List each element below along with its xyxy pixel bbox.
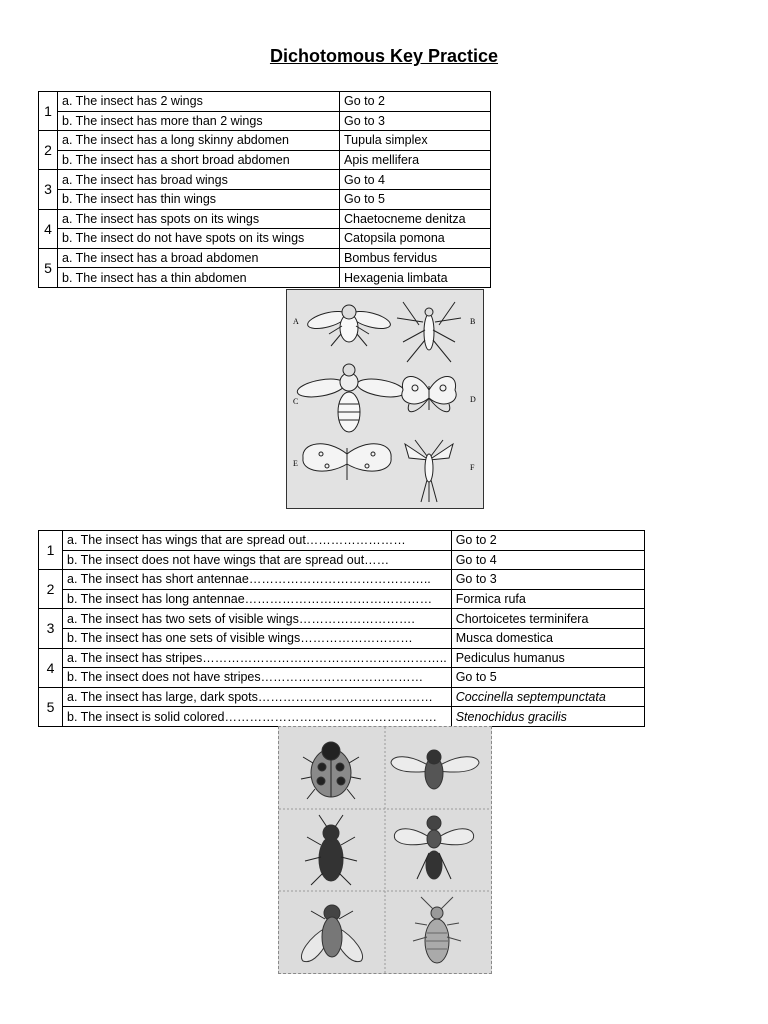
bee-icon bbox=[296, 364, 406, 432]
key-condition: a. The insect has a long skinny abdomen bbox=[58, 131, 340, 151]
figure-label: A bbox=[293, 317, 299, 326]
key-result: Stenochidus gracilis bbox=[451, 707, 644, 727]
key-row bbox=[39, 668, 645, 688]
key-result: Coccinella septempunctata bbox=[451, 687, 644, 707]
key-condition: a. The insect has 2 wings bbox=[58, 92, 340, 112]
figure-label: F bbox=[470, 463, 475, 472]
key-row bbox=[39, 570, 645, 590]
key-condition: b. The insect has more than 2 wings bbox=[58, 111, 340, 131]
crane-fly-icon bbox=[397, 302, 461, 362]
fly-icon bbox=[301, 905, 362, 962]
key-result: Chaetocneme denitza bbox=[340, 209, 491, 229]
key-result: Formica rufa bbox=[451, 589, 644, 609]
key-row bbox=[39, 229, 491, 249]
key-row bbox=[39, 707, 645, 727]
key-row bbox=[39, 150, 491, 170]
key-row bbox=[39, 111, 491, 131]
key-row bbox=[39, 550, 645, 570]
step-number: 3 bbox=[39, 609, 63, 648]
key-condition: b. The insect has thin wings bbox=[58, 189, 340, 209]
ladybug-icon bbox=[301, 742, 361, 799]
key-result: Pediculus humanus bbox=[451, 648, 644, 668]
key-condition: a. The insect has stripes………………………………………………….. bbox=[63, 648, 452, 668]
key-row bbox=[39, 609, 645, 629]
key-condition: a. The insect has two sets of visible wings………………………. bbox=[63, 609, 452, 629]
step-number: 1 bbox=[39, 531, 63, 570]
step-number: 1 bbox=[39, 92, 58, 131]
mayfly-icon bbox=[405, 440, 453, 502]
key-row bbox=[39, 628, 645, 648]
key-condition: b. The insect has a short broad abdomen bbox=[58, 150, 340, 170]
key-condition: a. The insect has spots on its wings bbox=[58, 209, 340, 229]
step-number: 4 bbox=[39, 648, 63, 687]
key-condition: b. The insect is solid colored…………………………………………… bbox=[63, 707, 452, 727]
step-number: 5 bbox=[39, 687, 63, 726]
key-result: Go to 4 bbox=[451, 550, 644, 570]
key-condition: a. The insect has wings that are spread out…………………… bbox=[63, 531, 452, 551]
key-condition: b. The insect does not have wings that are spread out…… bbox=[63, 550, 452, 570]
key-result: Chortoicetes terminifera bbox=[451, 609, 644, 629]
dichotomous-key-table-1 bbox=[38, 91, 491, 288]
step-number: 3 bbox=[39, 170, 58, 209]
key-result: Hexagenia limbata bbox=[340, 268, 491, 288]
step-number: 4 bbox=[39, 209, 58, 248]
key-condition: b. The insect does not have stripes………………………………… bbox=[63, 668, 452, 688]
key-row bbox=[39, 131, 491, 151]
fly-icon bbox=[306, 305, 392, 346]
key-condition: a. The insect has a broad abdomen bbox=[58, 248, 340, 268]
figure-label: C bbox=[293, 397, 299, 406]
key-result: Catopsila pomona bbox=[340, 229, 491, 249]
wasp-icon bbox=[394, 816, 473, 879]
key-row bbox=[39, 170, 491, 190]
butterfly-icon bbox=[402, 376, 456, 411]
step-number: 5 bbox=[39, 248, 58, 287]
key-row bbox=[39, 531, 645, 551]
key-condition: a. The insect has broad wings bbox=[58, 170, 340, 190]
key-row bbox=[39, 248, 491, 268]
beetle-icon bbox=[305, 815, 357, 885]
key-row bbox=[39, 648, 645, 668]
key-condition: b. The insect has long antennae……………………………………… bbox=[63, 589, 452, 609]
figure-label: B bbox=[470, 317, 476, 326]
key-result: Bombus fervidus bbox=[340, 248, 491, 268]
page-title: Dichotomous Key Practice bbox=[269, 46, 499, 66]
key-row bbox=[39, 589, 645, 609]
key-result: Go to 2 bbox=[340, 92, 491, 112]
key-condition: b. The insect has one sets of visible wings……………………… bbox=[63, 628, 452, 648]
figure-label: D bbox=[470, 395, 476, 404]
key-result: Musca domestica bbox=[451, 628, 644, 648]
key-result: Go to 4 bbox=[340, 170, 491, 190]
key-condition: a. The insect has large, dark spots…………………………………… bbox=[63, 687, 452, 707]
moth-icon bbox=[303, 444, 391, 480]
key-row bbox=[39, 687, 645, 707]
key-result: Go to 3 bbox=[451, 570, 644, 590]
louse-icon bbox=[413, 897, 461, 963]
insect-drawings-figure bbox=[286, 289, 484, 509]
key-row bbox=[39, 92, 491, 112]
key-condition: b. The insect do not have spots on its wings bbox=[58, 229, 340, 249]
key-result: Apis mellifera bbox=[340, 150, 491, 170]
key-condition: b. The insect has a thin abdomen bbox=[58, 268, 340, 288]
key-result: Go to 2 bbox=[451, 531, 644, 551]
key-condition: a. The insect has short antennae…………………………………….. bbox=[63, 570, 452, 590]
figure-label: E bbox=[293, 459, 298, 468]
key-row bbox=[39, 209, 491, 229]
step-number: 2 bbox=[39, 570, 63, 609]
insect-photos-figure bbox=[278, 726, 492, 974]
step-number: 2 bbox=[39, 131, 58, 170]
key-result: Go to 5 bbox=[340, 189, 491, 209]
dichotomous-key-table-2 bbox=[38, 530, 645, 727]
key-result: Tupula simplex bbox=[340, 131, 491, 151]
key-row bbox=[39, 189, 491, 209]
cicada-icon bbox=[391, 750, 479, 789]
key-row bbox=[39, 268, 491, 288]
key-result: Go to 3 bbox=[340, 111, 491, 131]
key-result: Go to 5 bbox=[451, 668, 644, 688]
